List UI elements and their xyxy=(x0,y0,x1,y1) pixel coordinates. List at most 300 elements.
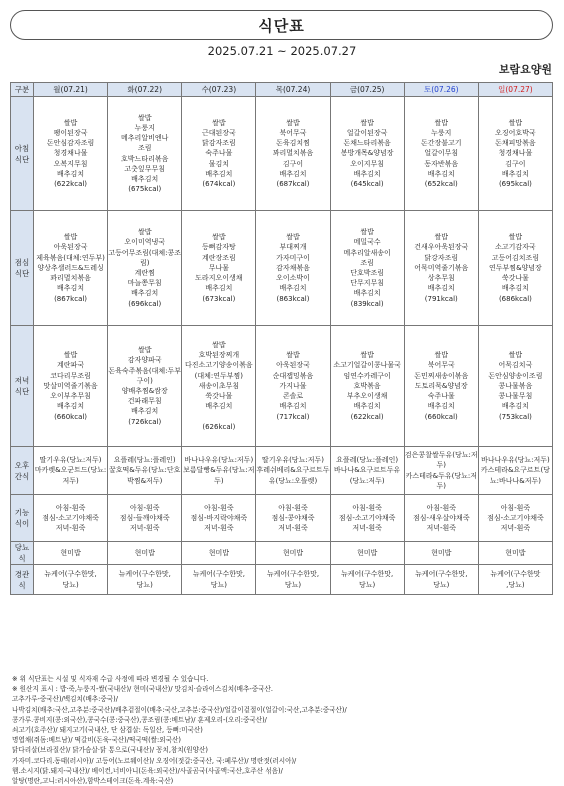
menu-item: 배추김치 xyxy=(131,289,159,298)
menu-item: ,당뇨) xyxy=(506,580,525,589)
menu-cell xyxy=(34,211,108,326)
menu-item: (675kcal) xyxy=(128,185,162,194)
menu-item: 연두부찜&양념장 xyxy=(489,263,542,272)
menu-item: (687kcal) xyxy=(276,180,310,188)
menu-item: 배추김치 xyxy=(205,402,233,411)
menu-item: 봉방개목&양념장 xyxy=(340,149,394,158)
menu-item: 쌀밥 xyxy=(212,233,226,242)
note-line: 닭다리살(브라질산)/ 닭가슴살·닭 통으로(국내산)/ 꽁치,참치(원양산) xyxy=(12,746,208,755)
note-line: 고추가루-중국산)/백김치(배추:중국)/ xyxy=(12,695,118,704)
menu-item: 제육볶음(대체:연두부) xyxy=(36,253,105,262)
note-line: 가자미.코다리.동태(러시아)/ 고등어(노르웨이산)/ 오징어(젓갈:중국산, 국:페루산)/ 명란젓(러시아)/ xyxy=(12,756,297,765)
menu-item: 배추김치 xyxy=(501,169,529,178)
menu-item: 호박느타리볶음 xyxy=(121,154,169,163)
menu-cell xyxy=(256,495,330,542)
menu-item: 얼갈이무침 xyxy=(424,149,459,158)
table-body xyxy=(11,97,553,595)
table-row-breakfast xyxy=(11,97,553,211)
menu-cell xyxy=(34,326,108,447)
menu-cell xyxy=(256,447,330,495)
menu-item: 메밀국수 xyxy=(353,238,381,247)
menu-cell xyxy=(478,542,552,565)
menu-item: (717kcal) xyxy=(276,412,310,421)
menu-item: 저녁-흰죽 xyxy=(426,524,457,533)
menu-item: 쌀밥 xyxy=(137,113,152,122)
menu-item: 쌀밥 xyxy=(434,233,449,242)
header-day-tue: 화(07.22) xyxy=(108,83,182,97)
menu-item: 아침-흰죽 xyxy=(204,503,234,512)
menu-item: (686kcal) xyxy=(498,294,532,303)
menu-cell xyxy=(34,97,108,211)
menu-cell xyxy=(182,495,256,542)
menu-item: (863kcal) xyxy=(276,294,310,303)
menu-item: 소고기감자국 xyxy=(495,243,536,252)
row-label-line: 당뇨 xyxy=(14,543,30,552)
menu-item: 계란찜 xyxy=(134,269,155,277)
organization-name: 보람요양원 xyxy=(498,63,552,76)
menu-item: 코다리무조림 xyxy=(50,371,91,380)
menu-item: 당뇨) xyxy=(210,580,227,589)
menu-item: 등뼈감자탕 xyxy=(201,243,236,252)
menu-cell xyxy=(330,565,404,595)
menu-item: 배추김치 xyxy=(427,284,455,293)
menu-item: 북어무국 xyxy=(427,361,455,370)
menu-item: 건파래무침 xyxy=(127,397,162,406)
menu-item: 고등어무조림(대체:콩조림) xyxy=(108,248,182,267)
menu-cell xyxy=(478,565,552,595)
menu-item: 당뇨) xyxy=(62,580,79,589)
menu-item: 배추김치 xyxy=(205,284,233,293)
row-label-line: 식 xyxy=(18,580,26,590)
menu-item: 콩나물무침 xyxy=(498,392,533,401)
table-row-functional-diet xyxy=(11,495,553,542)
menu-cell xyxy=(256,542,330,565)
header-day-mon: 월(07.21) xyxy=(34,83,108,97)
menu-item: 꿀호떡&두유(당뇨:단호박찜&저두) xyxy=(109,466,181,485)
table-row-diabetic-diet xyxy=(11,542,553,565)
row-label-line: 식단 xyxy=(14,154,30,164)
menu-item: 배추김치 xyxy=(131,174,159,183)
menu-item: 양상추샐러드&드레싱 xyxy=(37,263,104,272)
menu-item: 오이소박이 xyxy=(276,274,310,283)
menu-cell xyxy=(108,447,182,495)
menu-item: 배추김치 xyxy=(279,169,307,178)
menu-item: 콘솔로 xyxy=(282,392,304,401)
menu-item: 뉴케어(구수한맛, xyxy=(44,570,97,579)
note-line: 햄.소시지(닭.돼지-국내산)/ 베이컨,너비아니(돈육:외국산)/사골곰국(사골액:국산,호주산 섞음)/ xyxy=(12,766,283,775)
menu-item: 돈민찌새송이볶음 xyxy=(414,371,469,380)
menu-item: (622kcal) xyxy=(54,180,88,188)
menu-cell xyxy=(256,326,330,447)
menu-cell xyxy=(34,495,108,542)
row-label-line: 아침 xyxy=(14,143,30,153)
table-header-row xyxy=(11,83,553,97)
menu-item: 물김치 xyxy=(208,159,229,168)
menu-item: 저녁-흰죽 xyxy=(500,524,531,533)
menu-item: 소고기얼갈이콩나물국 xyxy=(333,361,401,370)
menu-item: 카스테라&요구르트(당뇨:바나나&저두) xyxy=(480,466,550,485)
menu-item: 호박볶음 xyxy=(353,381,381,390)
menu-item: 배추김치 xyxy=(427,169,455,178)
menu-item: 조림 xyxy=(137,144,152,153)
menu-item: 저녁-흰죽 xyxy=(129,524,160,533)
menu-item: 검은콩찰쌀두유(당뇨:저두) xyxy=(404,451,478,470)
menu-cell xyxy=(108,495,182,542)
menu-item: 딸기우유(당뇨:저두) xyxy=(262,456,324,465)
row-label-breakfast xyxy=(11,97,34,211)
menu-item: 저녁-흰죽 xyxy=(55,524,86,533)
menu-item: 북어무국 xyxy=(279,128,307,137)
menu-item: 계란파국 xyxy=(57,361,85,370)
menu-item: 돈안심양송이조림 xyxy=(488,371,543,380)
menu-item: 배추김치 xyxy=(131,407,159,416)
menu-item: 김구이 xyxy=(282,159,304,168)
menu-item: 쌀밥 xyxy=(360,118,374,127)
menu-item: 쌀밥 xyxy=(286,118,300,127)
row-label-snack xyxy=(11,447,34,495)
menu-item: 점심-소고기야채죽 xyxy=(338,513,396,522)
menu-cell xyxy=(404,565,478,595)
menu-item: 단호박조림 xyxy=(350,269,385,277)
menu-item: 계란장조림 xyxy=(201,253,236,262)
note-line: 명엽채(쥐돔:베트남)/ 떡갈비(돈육-국산)/떡국떡(쌀:외국산) xyxy=(12,736,181,745)
menu-item: 콩나물볶음 xyxy=(498,381,533,390)
row-label-line: 식 xyxy=(18,554,26,563)
menu-item: 카스테라&두유(당뇨:저두) xyxy=(405,471,477,490)
menu-cell xyxy=(478,326,552,447)
menu-cell xyxy=(478,211,552,326)
menu-item: 누룽지 xyxy=(134,123,155,132)
header-day-fri: 금(07.25) xyxy=(330,83,404,97)
menu-item: 호박된장찌개 xyxy=(198,351,240,360)
menu-item: 바나나우유(당뇨:저두) xyxy=(481,456,550,465)
menu-item: 배추김치 xyxy=(57,402,85,411)
menu-item: 점심-소고기야채죽 xyxy=(42,513,99,522)
menu-item: (660kcal) xyxy=(424,412,458,421)
menu-cell xyxy=(182,542,256,565)
menu-item: 배추김치 xyxy=(427,402,455,411)
header-day-thu: 목(07.24) xyxy=(256,83,330,97)
menu-item: (673kcal) xyxy=(202,294,236,303)
menu-item: 쌀밥 xyxy=(360,351,374,360)
menu-cell xyxy=(108,565,182,595)
menu-item: 닭강자조림 xyxy=(424,253,459,262)
menu-item: 임연수카레구이 xyxy=(343,371,391,380)
menu-item: 쌀밥 xyxy=(508,233,523,242)
menu-item: 마늘쫑무침 xyxy=(127,279,162,288)
menu-item: (645kcal) xyxy=(350,180,384,188)
menu-item: 메추리알비엔나 xyxy=(121,134,169,143)
menu-item: 쌀밥 xyxy=(434,351,449,360)
menu-item: 오복지무침 xyxy=(53,159,88,168)
menu-item: 배추김치 xyxy=(353,289,381,298)
menu-cell xyxy=(108,211,182,326)
menu-item: 뉴케어(구수한맛, xyxy=(266,570,320,579)
menu-cell xyxy=(108,97,182,211)
menu-item: 점심-새우살야채죽 xyxy=(412,513,470,522)
menu-item: 배추김치 xyxy=(353,402,381,411)
menu-item: 돈육김치찜 xyxy=(276,139,310,148)
menu-item: 쌀밥 xyxy=(286,351,300,360)
menu-item: 어묵미역줄기볶음 xyxy=(414,263,469,272)
menu-item: 당뇨) xyxy=(433,580,450,589)
menu-item: 쑥갓나물 xyxy=(205,392,233,401)
menu-item: (674kcal) xyxy=(202,180,236,188)
menu-item: 저녁-흰죽 xyxy=(204,524,234,533)
row-label-line: 간식 xyxy=(14,471,30,481)
menu-item: 당뇨) xyxy=(136,580,153,589)
row-label-tube-feeding xyxy=(11,565,34,595)
menu-item: 보름달빵&두유(당뇨:저두) xyxy=(183,466,255,485)
menu-item: 도라지오이생채 xyxy=(195,274,243,283)
menu-item: 점심-소고기야채죽 xyxy=(487,513,544,522)
menu-item: 쌀밥 xyxy=(63,118,78,127)
menu-cell xyxy=(108,542,182,565)
menu-cell xyxy=(404,542,478,565)
menu-cell xyxy=(478,97,552,211)
menu-item: (696kcal) xyxy=(128,299,162,308)
menu-item: 오징어호박국 xyxy=(495,128,536,137)
menu-cell xyxy=(330,495,404,542)
menu-item: 가지나물 xyxy=(279,381,307,390)
menu-item: (839kcal) xyxy=(350,299,384,308)
menu-item: 오이지무침 xyxy=(350,159,385,168)
menu-item: 요플레(당뇨:플레인) xyxy=(336,456,399,465)
menu-cell xyxy=(330,542,404,565)
menu-cell xyxy=(404,97,478,211)
menu-item: 배추김치 xyxy=(57,284,85,293)
menu-item: 다진소고기양송이볶음(대체:연두부찜) xyxy=(185,361,253,380)
menu-item: 후레쉬베리&요구르트두유(당뇨:오뜰렛) xyxy=(256,466,330,485)
menu-item: 누룽지 xyxy=(431,128,452,137)
menu-cell xyxy=(108,326,182,447)
menu-item: 점심-콩야채죽 xyxy=(271,513,315,522)
table-row-tube-feeding xyxy=(11,565,553,595)
menu-item: 딸기우유(당뇨:저두) xyxy=(39,456,102,465)
menu-item: 쌀밥 xyxy=(137,346,152,355)
note-line: 쇠고기(호주산)/ 돼지고기(국내산, 단 삼겹살: 독일산, 등뼈:미국산) xyxy=(12,726,203,735)
menu-item: 도토리묵&양념장 xyxy=(414,381,468,390)
menu-item: (753kcal) xyxy=(498,412,532,421)
menu-item: 고춧잎무무침 xyxy=(124,164,165,173)
menu-item: 돈안심감자조림 xyxy=(46,139,95,148)
menu-item: 바나나&요구르트두유(당뇨:저두) xyxy=(333,466,401,485)
menu-item: 꽈리멸치볶음 xyxy=(50,274,91,283)
notes-section xyxy=(12,674,552,786)
header-day-wed: 수(07.23) xyxy=(182,83,256,97)
menu-item: 아침-흰죽 xyxy=(129,503,160,512)
menu-item: (652kcal) xyxy=(424,180,458,188)
menu-item: 건새우아욱된장국 xyxy=(414,243,469,252)
menu-item: 부추오이생채 xyxy=(346,392,388,401)
menu-cell xyxy=(404,495,478,542)
menu-item: 뉴케어(구수한맛, xyxy=(340,570,394,579)
menu-item: (791kcal) xyxy=(424,294,458,303)
menu-item: 꽈리멸치볶음 xyxy=(272,149,314,158)
menu-item: 오이미역냉국 xyxy=(124,238,165,247)
title-banner xyxy=(10,10,553,40)
menu-item: 아욱된장국 xyxy=(276,361,310,370)
menu-item: 쌀밥 xyxy=(212,341,226,350)
menu-item: 근대된장국 xyxy=(201,128,236,137)
menu-item: 쌀밥 xyxy=(508,118,523,127)
menu-item: 단무지무침 xyxy=(350,279,385,288)
menu-item: 요플레(당뇨:플레인) xyxy=(113,456,176,465)
menu-cell xyxy=(182,97,256,211)
menu-cell xyxy=(182,565,256,595)
menu-item: 감자채볶음 xyxy=(276,263,310,272)
menu-cell xyxy=(404,326,478,447)
menu-item: 현미밥 xyxy=(282,548,304,557)
menu-item: 배추김치 xyxy=(501,284,529,293)
row-label-line: 기능 xyxy=(14,508,30,517)
menu-item: 쌀밥 xyxy=(212,118,226,127)
menu-item: 쌀밥 xyxy=(137,228,152,237)
row-label-lunch xyxy=(11,211,34,326)
menu-item: 뉴케어(구수한맛, xyxy=(192,570,245,579)
page-title: 식단표 xyxy=(258,16,305,35)
menu-item: 점심-들깨야채죽 xyxy=(119,513,170,522)
menu-item: 가자미구이 xyxy=(276,253,310,262)
note-line: ※ 위 식단표는 시설 및 식자재 수급 사정에 따라 변경될 수 있습니다. xyxy=(12,675,209,683)
menu-item: 저녁-흰죽 xyxy=(278,524,308,533)
menu-cell xyxy=(330,211,404,326)
row-label-line: 식단 xyxy=(14,269,30,278)
menu-item: 배추김치 xyxy=(57,169,85,178)
menu-item: 조림 xyxy=(360,258,374,267)
menu-item: (695kcal) xyxy=(498,180,532,188)
menu-item: 현미밥 xyxy=(208,548,229,557)
menu-item: 당뇨) xyxy=(284,580,302,589)
menu-cell xyxy=(330,447,404,495)
menu-item: 돈채피망볶음 xyxy=(495,139,536,148)
menu-item: 고등어김치조림 xyxy=(491,253,540,262)
menu-item: 청경채나물 xyxy=(498,149,533,158)
menu-item: 어묵김치국 xyxy=(498,361,533,370)
menu-item: 쌀밥 xyxy=(360,228,374,237)
menu-cell xyxy=(182,447,256,495)
menu-cell xyxy=(256,565,330,595)
menu-cell xyxy=(478,447,552,495)
menu-cell xyxy=(182,211,256,326)
menu-item: 양배추찜&쌈장 xyxy=(121,387,168,395)
menu-item: 메추리알새송이 xyxy=(343,248,391,257)
menu-item: 쌀밥 xyxy=(63,351,78,360)
header-day-sun: 일(07.27) xyxy=(478,83,552,97)
menu-item: 김구이 xyxy=(505,159,526,168)
menu-item: 마카렛&오군트드(당뇨:저두) xyxy=(34,466,107,485)
menu-item: 무나물 xyxy=(208,263,229,272)
menu-item: 감자양파국 xyxy=(127,356,162,365)
note-line: ※ 원산지 표시 : 밥·죽,누룽지-쌀(국내산)/ 현미(국내산)/ 맛김치·슬라이스김치(배추-중국산. xyxy=(12,685,273,694)
menu-item: 오이부추무침 xyxy=(50,392,91,401)
row-label-line: 식이 xyxy=(14,519,30,528)
menu-cell xyxy=(34,542,108,565)
menu-item: 쌀밥 xyxy=(63,233,78,242)
menu-item: 배추김치 xyxy=(501,402,529,411)
menu-item: 점심-바지락야채죽 xyxy=(190,513,248,522)
menu-item: 아침-흰죽 xyxy=(352,503,382,512)
menu-item: 배추김치 xyxy=(279,402,307,411)
menu-item: 현미밥 xyxy=(505,548,526,557)
menu-item: 닭감자조림 xyxy=(201,139,236,148)
menu-item: (626kcal) xyxy=(202,422,236,431)
header-category: 구분 xyxy=(11,83,34,97)
menu-item: 배추김치 xyxy=(205,169,233,178)
menu-item: 얼갈이된장국 xyxy=(346,128,388,137)
menu-cell xyxy=(34,565,108,595)
menu-cell xyxy=(404,211,478,326)
menu-item: 쑥갓나물 xyxy=(501,274,529,283)
menu-item: 현미밥 xyxy=(356,548,378,557)
menu-item: 당뇨) xyxy=(359,580,376,589)
menu-cell xyxy=(182,326,256,447)
menu-item: (867kcal) xyxy=(54,294,88,303)
menu-item: 상추무침 xyxy=(427,274,455,283)
menu-item: 맛살미역줄기볶음 xyxy=(43,381,98,390)
header-day-sat: 토(07.26) xyxy=(404,83,478,97)
menu-item: 현미밥 xyxy=(60,548,81,557)
menu-item: 돈간장불고기 xyxy=(420,139,462,148)
menu-item: 바나나우유(당뇨:저두) xyxy=(184,456,254,465)
menu-item: 쌀밥 xyxy=(434,118,449,127)
menu-cell xyxy=(330,326,404,447)
menu-item: 배추김치 xyxy=(279,284,307,293)
menu-item: 아욱된장국 xyxy=(53,243,88,252)
menu-item: 부대찌개 xyxy=(279,243,307,252)
menu-item: 아침-흰죽 xyxy=(278,503,308,512)
menu-cell xyxy=(330,97,404,211)
menu-item xyxy=(182,412,255,422)
meal-plan-table xyxy=(10,82,553,595)
date-range: 2025.07.21 ~ 2025.07.27 xyxy=(207,44,357,58)
menu-item: 팽이된장국 xyxy=(53,128,88,137)
menu-item: (726kcal) xyxy=(128,417,162,426)
menu-cell xyxy=(34,447,108,495)
menu-item: 아침-흰죽 xyxy=(426,503,457,512)
menu-item: 새송이초무침 xyxy=(198,381,240,390)
menu-item: 동자반볶음 xyxy=(424,159,459,168)
menu-cell xyxy=(478,495,552,542)
menu-item: 배추김치 xyxy=(353,169,381,178)
menu-item: (660kcal) xyxy=(54,412,88,421)
row-label-line: 저녁 xyxy=(14,376,30,385)
menu-item: 아침-흰죽 xyxy=(55,503,86,512)
menu-item: 순대잽밍볶음 xyxy=(272,371,314,380)
note-line: 나박김치(배추:국산,고추분:중국산)/배추겉절이(배추:국산,고추분:중국산)/얼갈이겉절이(얼갈이:국산,고추분:중국산)/ xyxy=(12,705,347,714)
row-label-functional-diet xyxy=(11,495,34,542)
menu-item: 현미밥 xyxy=(134,548,155,557)
table-row-dinner xyxy=(11,326,553,447)
menu-item: 아침-흰죽 xyxy=(500,503,531,512)
row-label-diabetic-diet xyxy=(11,542,34,565)
row-label-line: 점심 xyxy=(14,258,30,267)
note-line: 알탕(명란,고니:러시아산),함박스테이크(돈육.계육:국산) xyxy=(12,777,174,786)
menu-cell xyxy=(256,211,330,326)
row-label-dinner xyxy=(11,326,34,447)
menu-item: 뉴케어(구수한맛, xyxy=(118,570,171,579)
menu-item: 숙주나물 xyxy=(427,392,455,401)
row-label-line: 오후 xyxy=(14,460,30,470)
menu-item: 뉴케어(구수한맛, xyxy=(415,570,468,579)
menu-item: 쌀밥 xyxy=(286,233,300,242)
menu-item: 돈육숙주볶음(대체:두부구이) xyxy=(108,366,182,385)
menu-item: 쌀밥 xyxy=(508,351,523,360)
menu-item: 저녁-흰죽 xyxy=(352,524,382,533)
menu-item: 뉴케어(구수한맛 xyxy=(490,570,541,579)
note-line: 콩가루.콩비지(콩:외국산),콩국수(콩:중국산),콩조림(콩:베트남)/ 훈제오리-(오리:중국산)/ xyxy=(12,715,267,724)
table-row-lunch xyxy=(11,211,553,326)
